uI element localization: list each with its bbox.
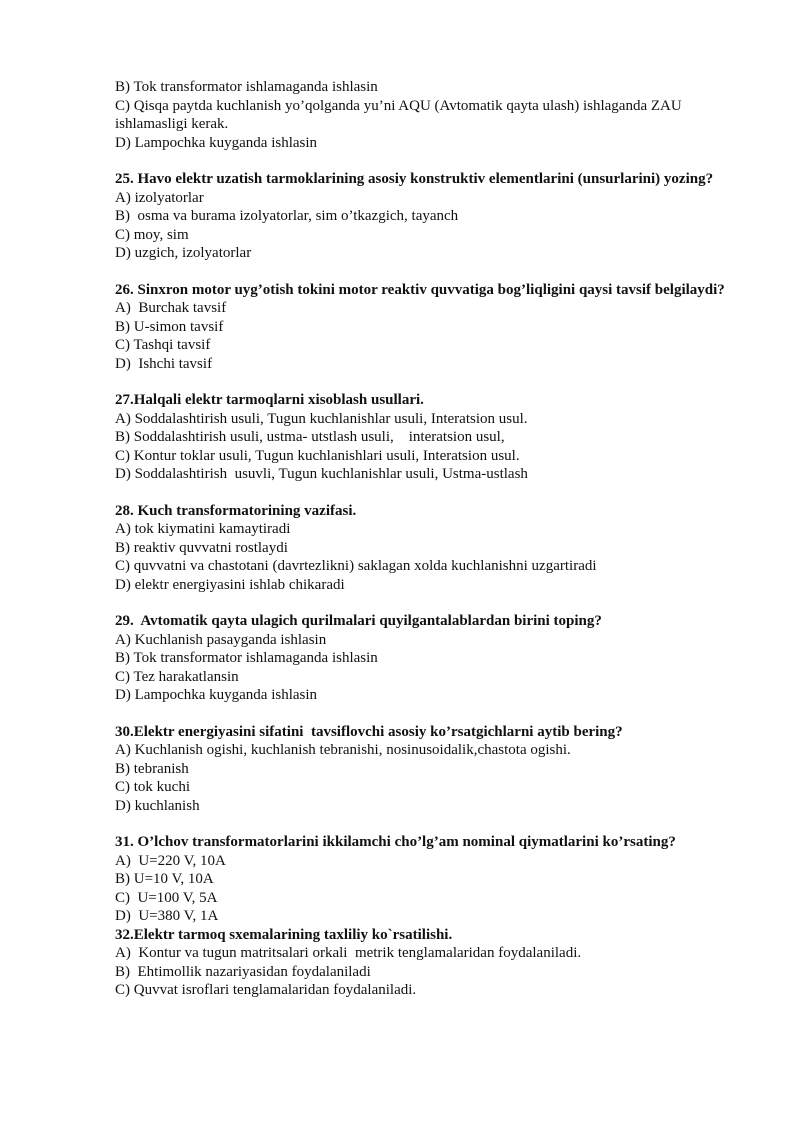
question-title: 32.Elektr tarmoq sxemalarining taxliliy ko`rsatilishi. (115, 926, 453, 943)
question-title: 30.Elektr energiyasini sifatini tavsiflovchi asosiy ko’rsatgichlarni aytib bering? (115, 723, 623, 740)
question-26 (115, 281, 735, 374)
option-a: A) tok kiymatini kamaytiradi (115, 521, 291, 537)
option-d: D) kuchlanish (115, 797, 200, 814)
option-a: A) Soddalashtirish usuli, Tugun kuchlanishlar usuli, Interatsion usul. (115, 410, 528, 427)
option-d: D) Ishchi tavsif (115, 355, 213, 372)
option-d: D) U=380 V, 1A (115, 908, 219, 924)
option-b: B) Tok transformator ishlamaganda ishlasin (115, 650, 378, 666)
option-c: C) U=100 V, 5A (115, 889, 218, 906)
option-b: B) Soddalashtirish usuli, ustma- utstlash usuli, interatsion usul, (115, 429, 505, 445)
question-30 (115, 723, 735, 816)
option-c: C) Kontur toklar usuli, Tugun kuchlanishlari usuli, Interatsion usul. (115, 447, 520, 464)
option-c: C) moy, sim (115, 226, 189, 243)
question-25 (115, 170, 735, 263)
option-line: D) Lampochka kuyganda ishlasin (115, 134, 318, 151)
question-29 (115, 612, 735, 705)
option-a: A) Kuchlanish pasayganda ishlasin (115, 631, 327, 648)
question-28 (115, 502, 735, 595)
option-a: A) U=220 V, 10A (115, 852, 226, 869)
question-title: 27.Halqali elektr tarmoqlarni xisoblash usullari. (115, 392, 424, 408)
option-b: B) reaktiv quvvatni rostlaydi (115, 539, 288, 556)
option-d: D) uzgich, izolyatorlar (115, 245, 252, 261)
option-d: D) Lampochka kuyganda ishlasin (115, 687, 318, 703)
question-27 (115, 391, 735, 484)
option-c: C) Quvvat isroflari tenglamalaridan foydalaniladi. (115, 982, 417, 998)
option-a: A) Burchak tavsif (115, 300, 227, 316)
question-title: 31. O’lchov transformatorlarini ikkilamchi cho’lg’am nominal qiymatlarini ko’rsating? (115, 834, 676, 850)
question-32 (115, 926, 735, 1000)
option-a: A) Kuchlanish ogishi, kuchlanish tebranishi, nosinusoidalik,chastota ogishi. (115, 742, 571, 758)
question-title: 25. Havo elektr uzatish tarmoklarining asosiy konstruktiv elementlarini (unsurlarini) yozing? (115, 171, 714, 187)
option-b: B) U=10 V, 10A (115, 871, 214, 887)
question-title: 28. Kuch transformatorining vazifasi. (115, 502, 357, 519)
option-b: B) osma va burama izolyatorlar, sim o’tkazgich, tayanch (115, 208, 459, 224)
question-31 (115, 833, 735, 926)
option-c: C) tok kuchi (115, 779, 190, 795)
option-d: D) elektr energiyasini ishlab chikaradi (115, 576, 345, 593)
option-c: C) Tez harakatlansin (115, 668, 239, 685)
option-a: A) izolyatorlar (115, 189, 204, 206)
option-c: C) Tashqi tavsif (115, 337, 211, 353)
intro-options (115, 78, 735, 152)
option-b: B) Ehtimollik nazariyasidan foydalaniladi (115, 963, 371, 980)
option-a: A) Kontur va tugun matritsalari orkali metrik tenglamalaridan foydalaniladi. (115, 945, 582, 961)
question-title: 26. Sinxron motor uyg’otish tokini motor reaktiv quvvatiga bog’liqligini qaysi tavsif belgilaydi? (115, 281, 725, 298)
document-page (115, 78, 735, 1000)
option-b: B) tebranish (115, 760, 189, 777)
option-d: D) Soddalashtirish usuvli, Tugun kuchlanishlar usuli, Ustma-ustlash (115, 466, 528, 482)
option-c: C) quvvatni va chastotani (davrtezlikni) saklagan xolda kuchlanishni uzgartiradi (115, 558, 597, 574)
option-line: B) Tok transformator ishlamaganda ishlasin (115, 79, 378, 95)
question-title: 29. Avtomatik qayta ulagich qurilmalari quyilgantalablardan birini toping? (115, 613, 602, 629)
option-line: C) Qisqa paytda kuchlanish yo’qolganda yu’ni AQU (Avtomatik qayta ulash) ishlaganda ZAU ishlamasligi kerak. (115, 97, 686, 132)
option-b: B) U-simon tavsif (115, 318, 224, 335)
